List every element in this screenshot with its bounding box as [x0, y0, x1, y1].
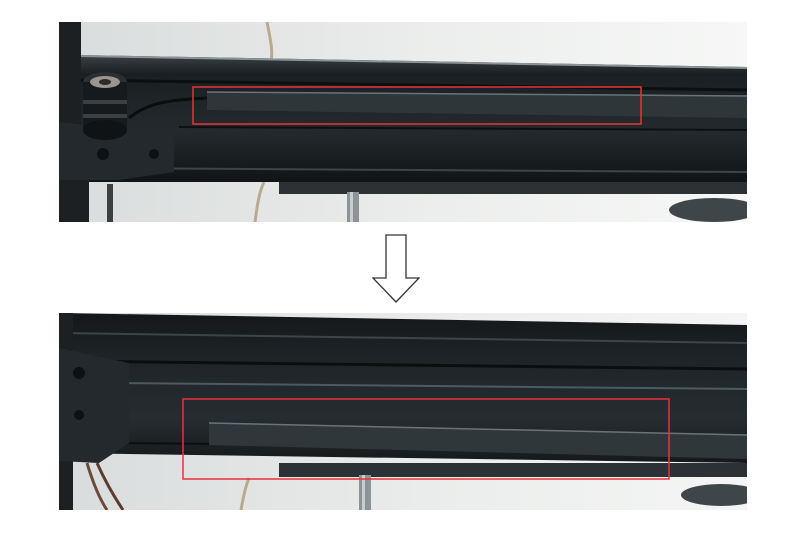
- bracket-bolt-2: [74, 410, 84, 420]
- frame-leg: [81, 180, 89, 222]
- steel-rod-shine: [362, 475, 365, 510]
- bracket-bolt: [73, 367, 85, 379]
- left-frame-post: [59, 22, 81, 222]
- bracket-bolt: [97, 148, 109, 160]
- idler-pulley: [83, 72, 127, 140]
- bottom-photo: [59, 313, 747, 510]
- steel-rod-shine: [350, 192, 353, 222]
- top-photo: [59, 22, 747, 222]
- down-arrow-icon: [372, 234, 420, 304]
- lower-bar: [279, 463, 747, 477]
- frame-leg-2: [107, 184, 113, 222]
- bottom-photo-scene: [59, 313, 747, 510]
- corner-bracket: [59, 348, 129, 463]
- top-photo-scene: [59, 22, 747, 222]
- bracket-bolt-2: [149, 149, 159, 159]
- top-extrusion: [79, 55, 747, 182]
